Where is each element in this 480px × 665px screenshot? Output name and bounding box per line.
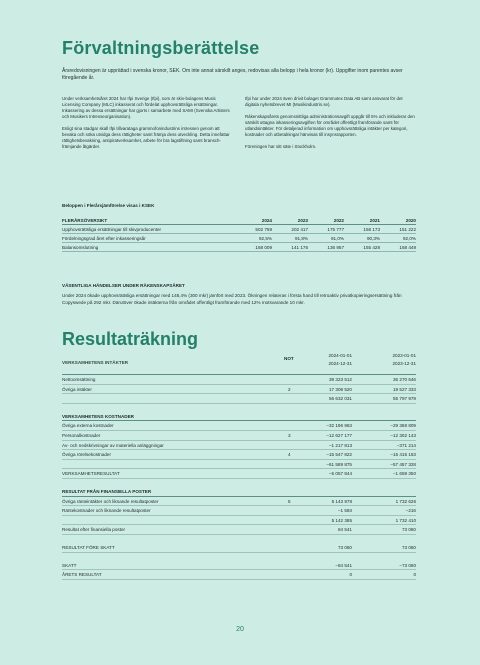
row-label: VERKSAMHETSRESULTAT (62, 471, 120, 477)
table-row (62, 375, 416, 385)
year-header-2020: 2020 (380, 216, 416, 225)
right-paragraph-2: Rákenskapsårets genomsnittliga administrationsavgift uppgår till 5% och inkluderar den särskilt uttagna inkasseringsavgiften för området offentligt framförande samt för utlandsintäkter. För detaljerad information om upphovsrättsliga intäkter per kategori, kostnader och utbetalningar hänvisas till insynsrapporten. (245, 114, 415, 137)
spacer (62, 553, 416, 561)
value-2024: 73 060 (337, 544, 352, 550)
value-2023: −216 (405, 508, 416, 514)
value-2023: −73 060 (399, 562, 416, 568)
value-2024: −5 057 844 (328, 471, 352, 477)
cell-value: 155 428 (344, 243, 380, 252)
period-2023-header (393, 352, 417, 368)
table-row (62, 570, 416, 580)
left-paragraph-1: Under verksamhetsåret 2024 har Ifpi Sverige (Ifpi), som är skiv-bolagens Music Licensing Company (MLC) inkasserat och fördelat upphovsrättsliga ersättningar. Inkassering av dessa ersättningar har gjorts i samarbete med SAMI (Svenska Artisters och Musikers Intresseorganisation). (62, 96, 230, 119)
value-2023: −12 302 143 (390, 432, 416, 438)
cell-value: 91,0% (308, 234, 344, 243)
table-row (62, 431, 416, 441)
section-header (62, 487, 416, 497)
row-label: Övriga intäkter (62, 386, 92, 392)
row-label: Övriga ränteintäkter och liknande resultatposter (62, 498, 159, 504)
intro-paragraph: Årsredovisningen är upprättad i svenska kronor, SEK. Om inte annat särskilt anges, redovisas alla belopp i hela kronor (kr). Uppgifter inom parentes avser föregående år. (62, 68, 403, 81)
value-2023: 1 732 410 (395, 517, 416, 523)
events-heading: VÄSENTLIGA HÄNDELSER UNDER RÄKENSKAPSÅRET (62, 283, 185, 288)
value-2024: −15 547 822 (326, 452, 352, 458)
currency-note: Beloppen i Flerårsjämförelse visas i KSEK (62, 203, 155, 208)
year-header-2024: 2024 (236, 216, 272, 225)
right-paragraph-1: Ifpi har under 2024 även drivit bolaget Grammotex Data AB samt ansvarat för det digitala nyhetsbrevet MI (Musikindustrin.se). (245, 96, 403, 107)
table-row (62, 441, 416, 451)
value-2024: −84 541 (335, 562, 352, 568)
cell-value: 92,5% (236, 234, 272, 243)
value-2023: −15 415 163 (390, 452, 416, 458)
revenue-section-label: VERKSAMHETENS INTÄKTER (62, 360, 129, 365)
table-row (62, 561, 416, 571)
left-paragraph-2: Enligt sina stadgar skall Ifpi tillvarataga grammofonindustrins intressen genom att bevaka och söka utvidga dess rättigheter samt främja dess utveckling. Detta innefattar rättighetsbevakning, antipiratverksamhet, arbete för bra lagstiftning samt bransch-främjande åtgärder. (62, 126, 230, 149)
period-2024-start: 2024-01-01 (328, 353, 352, 358)
events-text: Under 2024 ökade upphovsrättsliga ersättningar med 148,4% (300 mkr) jämfört med 2023. Ökningen relateras i första hand till retroaktiv privatkopieringsersättning från Copyswede på 292 mkr. Därutöver ökade intäkterna från området offentligt framförande med 12% motsvarande 10 mkr. (62, 293, 402, 305)
value-2023: −57 457 328 (390, 461, 416, 467)
year-header-2023: 2023 (272, 216, 308, 225)
cell-value: 151 222 (380, 225, 416, 234)
value-2024: −61 589 875 (326, 461, 352, 467)
value-2024: −1 217 813 (328, 442, 352, 448)
table-row (62, 394, 416, 404)
row-label: Av- och nedskrivningar av materiella anläggningar (62, 442, 164, 448)
period-2024-header (329, 352, 353, 368)
value-2023: 19 527 333 (393, 386, 416, 392)
value-2023: 55 797 979 (393, 396, 416, 402)
table-row (62, 525, 416, 535)
row-label: Fördelningsgrad året efter inkasseringsår (62, 234, 236, 243)
note-ref: 5 (288, 498, 291, 504)
section-label: RESULTAT FRÅN FINANSIELLA POSTER (62, 488, 152, 494)
section-header (62, 412, 416, 422)
table-row (62, 460, 416, 470)
row-label: RESULTAT FÖRE SKATT (62, 544, 115, 550)
table-row (62, 497, 416, 507)
row-label: Resultat efter finansiella poster (62, 527, 126, 533)
row-label: Övriga rörelsekostnader (62, 452, 112, 458)
row-label: Räntekostnader och liknande resultatposter (62, 508, 151, 514)
row-label: SKATT (62, 562, 77, 568)
row-label: Upphovsrättsliga ersättningar till skivproducenter (62, 225, 236, 234)
cell-value: 202 417 (272, 225, 308, 234)
row-label: Övriga externa kostnader (62, 423, 114, 429)
cell-value: 168 009 (236, 243, 272, 252)
note-ref: 4 (288, 452, 291, 458)
table-row (62, 385, 416, 395)
income-statement-header (62, 352, 416, 375)
cell-value: 502 759 (236, 225, 272, 234)
value-2023: −371 214 (396, 442, 416, 448)
value-2024: 39 323 512 (329, 377, 352, 382)
value-2024: 84 541 (337, 527, 352, 533)
table-row (62, 450, 416, 460)
cell-value: 92,0% (380, 234, 416, 243)
table-row (62, 421, 416, 431)
row-label: ÅRETS RESULTAT (62, 572, 102, 578)
multi-year-header-row (62, 216, 416, 225)
value-2024: −12 627 177 (326, 432, 352, 438)
row-label: Balansomslutning (62, 243, 236, 252)
value-2024: 56 632 031 (329, 396, 352, 402)
value-2024: 5 142 385 (331, 517, 352, 523)
table-row (62, 225, 416, 234)
section-label: VERKSAMHETENS KOSTNADER (62, 413, 134, 419)
year-header-2021: 2021 (344, 216, 380, 225)
value-2023: −1 659 350 (392, 471, 416, 477)
value-2023: 73 060 (401, 544, 416, 550)
cell-value: 136 957 (308, 243, 344, 252)
period-2023-start: 2023-01-01 (392, 353, 416, 358)
note-ref: 3 (288, 432, 291, 438)
value-2023: 1 732 626 (395, 498, 416, 504)
value-2024: −32 196 963 (326, 423, 352, 429)
page-title: Förvaltningsberättelse (62, 38, 260, 58)
cell-value: 175 777 (308, 225, 344, 234)
page-number: 20 (236, 626, 244, 633)
cell-value: 141 176 (272, 243, 308, 252)
spacer (62, 479, 416, 487)
value-2023: 0 (413, 572, 416, 578)
period-2024-end: 2024-12-31 (328, 361, 352, 366)
spacer (62, 404, 416, 412)
note-column-header: NOT (284, 356, 294, 361)
income-statement-body (62, 375, 416, 580)
value-2024: −1 593 (337, 508, 352, 514)
table-row (62, 516, 416, 526)
value-2023: 36 270 646 (393, 377, 416, 382)
right-paragraph-3: Föreningen har sitt säte i Stockholm. (245, 144, 317, 149)
multi-year-header-label: FLERÅRSÖVERSIKT (62, 216, 236, 225)
multi-year-table (62, 216, 416, 252)
cell-value: 91,8% (272, 234, 308, 243)
value-2024: 0 (349, 572, 352, 578)
spacer (62, 535, 416, 543)
value-2023: 73 060 (401, 527, 416, 533)
cell-value: 168 449 (380, 243, 416, 252)
period-2023-end: 2023-12-31 (392, 361, 416, 366)
left-column (62, 96, 232, 156)
table-row (62, 469, 416, 479)
year-header-2022: 2022 (308, 216, 344, 225)
value-2023: −29 368 809 (390, 423, 416, 429)
value-2024: 17 308 520 (329, 386, 352, 392)
cell-value: 158 173 (344, 225, 380, 234)
table-row (62, 234, 416, 243)
income-statement-title: Resultaträkning (62, 329, 199, 349)
row-label: Personalkostnader (62, 432, 101, 438)
table-row (62, 506, 416, 516)
table-row (62, 543, 416, 553)
income-statement (62, 352, 416, 580)
table-row (62, 243, 416, 252)
note-ref: 2 (288, 386, 291, 392)
cell-value: 90,3% (344, 234, 380, 243)
value-2024: 5 143 978 (331, 498, 352, 504)
right-column (245, 96, 415, 156)
row-label: Nettoomsättning (62, 377, 96, 382)
